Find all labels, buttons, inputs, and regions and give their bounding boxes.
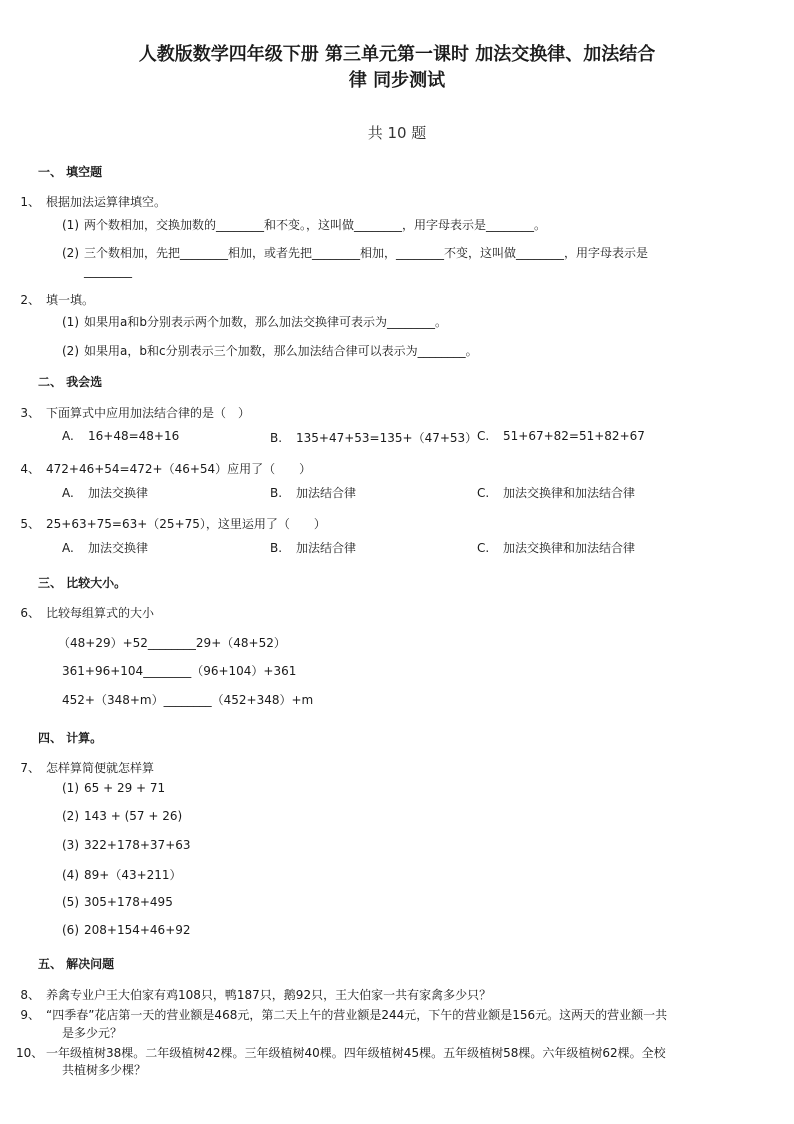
question-2 [16, 291, 94, 308]
option-label: A. [62, 486, 74, 500]
question-1-part-1 [62, 216, 546, 233]
question-text: 养禽专业户王大伯家有鸡108只，鸭187只，鹅92只，王大伯家一共有家禽多少只？ [46, 988, 492, 1002]
option-text: 加法交换律 [88, 486, 149, 500]
question-text-line-1: 一年级植树38棵。二年级植树42棵。三年级植树40棵。四年级植树45棵。五年级植树58棵。六年级植树62棵。全校 [46, 1046, 666, 1060]
part-text: 三个数相加，先把________相加，或者先把________相加，________不变，这叫做________，用字母表示是 [84, 246, 649, 260]
section-heading-compare: 三、 比较大小。 [38, 576, 127, 590]
option-text: 加法交换律和加法结合律 [503, 541, 636, 555]
section-heading-calculate: 四、 计算。 [38, 731, 103, 745]
calc-item-6 [62, 923, 191, 937]
question-2-part-2 [62, 342, 478, 359]
question-number: 1、 [20, 195, 40, 209]
section-heading-fill-blank: 一、 填空题 [38, 165, 103, 179]
part-label: (2) [62, 809, 79, 823]
option-a[interactable] [62, 539, 148, 556]
question-7 [16, 759, 154, 776]
option-b[interactable] [270, 539, 356, 556]
option-text: 加法结合律 [296, 541, 357, 555]
compare-row-3: 452+（348+m）________（452+348）+m [62, 693, 314, 707]
question-stem: 比较每组算式的大小 [46, 606, 155, 620]
question-number: 6、 [20, 606, 40, 620]
calc-item-3 [62, 838, 191, 852]
question-stem: 填一填。 [46, 293, 95, 307]
question-stem: 472+46+54=472+（46+54）应用了（ ） [46, 462, 312, 476]
calc-expression: 208+154+46+92 [84, 923, 191, 937]
option-a[interactable] [62, 484, 148, 501]
calc-item-2 [62, 809, 182, 823]
part-label: (4) [62, 868, 79, 882]
option-c[interactable] [477, 484, 635, 501]
calc-expression: 89+（43+211） [84, 868, 182, 882]
question-1-part-2 [62, 244, 648, 261]
part-label: (1) [62, 781, 79, 795]
section-heading-choice: 二、 我会选 [38, 375, 103, 389]
part-label: (2) [62, 344, 79, 358]
option-label: B. [270, 541, 283, 555]
compare-row-1: （48+29）+52________29+（48+52） [58, 636, 286, 650]
question-8 [16, 986, 491, 1003]
option-text: 加法交换律 [88, 541, 149, 555]
option-text: 51+67+82=51+82+67 [503, 429, 645, 443]
question-2-part-1 [62, 313, 447, 330]
question-text-line-1: “四季春”花店第一天的营业额是468元，第二天上午的营业额是244元，下午的营业额是156元。这两天的营业额一共 [46, 1008, 668, 1022]
option-b[interactable] [270, 429, 477, 446]
question-5 [16, 515, 326, 532]
calc-item-5 [62, 895, 173, 909]
calc-expression: 143 + (57 + 26) [84, 809, 183, 823]
part-label: (2) [62, 246, 79, 260]
calc-expression: 305+178+495 [84, 895, 173, 909]
question-number: 7、 [20, 761, 40, 775]
option-a[interactable] [62, 429, 179, 443]
calc-expression: 65 + 29 + 71 [84, 781, 166, 795]
option-label: C. [477, 486, 490, 500]
option-text: 加法交换律和加法结合律 [503, 486, 636, 500]
question-6 [16, 604, 154, 621]
option-text: 16+48=48+16 [88, 429, 180, 443]
question-number: 3、 [20, 406, 40, 420]
question-10-line-2: 共植树多少棵？ [62, 1063, 147, 1077]
question-number: 5、 [20, 517, 40, 531]
question-1 [16, 193, 166, 210]
question-count: 共 10 题 [367, 124, 427, 142]
part-label: (5) [62, 895, 79, 909]
option-label: C. [477, 429, 490, 443]
question-number: 8、 [20, 988, 40, 1002]
question-number: 4、 [20, 462, 40, 476]
part-label: (3) [62, 838, 79, 852]
option-text: 135+47+53=135+（47+53） [296, 431, 478, 445]
option-label: B. [270, 431, 283, 445]
question-stem: 25+63+75=63+（25+75），这里运用了（ ） [46, 517, 326, 531]
question-stem: 怎样算简便就怎样算 [46, 761, 155, 775]
option-label: B. [270, 486, 283, 500]
option-c[interactable] [477, 539, 635, 556]
part-label: (6) [62, 923, 79, 937]
question-stem: 根据加法运算律填空。 [46, 195, 167, 209]
question-9 [16, 1006, 667, 1023]
page-title-line1: 人教版数学四年级下册 第三单元第一课时 加法交换律、加法结合 [138, 44, 656, 65]
calc-item-1 [62, 781, 165, 795]
option-c[interactable] [477, 429, 645, 443]
part-text: 两个数相加，交换加数的________和不变。，这叫做________，用字母表示是________。 [84, 218, 547, 232]
question-4 [16, 460, 311, 477]
question-number: 10、 [16, 1046, 44, 1060]
compare-row-2: 361+96+104________（96+104）+361 [62, 664, 297, 678]
option-label: A. [62, 429, 74, 443]
part-text: 如果用a和b分别表示两个加数，那么加法交换律可表示为________。 [84, 315, 447, 329]
option-b[interactable] [270, 484, 356, 501]
calc-expression: 322+178+37+63 [84, 838, 191, 852]
question-9-line-2: 是多少元？ [62, 1026, 123, 1040]
page-title-line2: 律 同步测试 [348, 70, 446, 91]
part-label: (1) [62, 218, 79, 232]
question-3 [16, 404, 250, 421]
part-label: (1) [62, 315, 79, 329]
question-number: 9、 [20, 1008, 40, 1022]
question-stem: 下面算式中应用加法结合律的是（ ） [46, 406, 251, 420]
question-1-part-2-continued: ________ [84, 264, 132, 278]
question-number: 2、 [20, 293, 40, 307]
option-text: 加法结合律 [296, 486, 357, 500]
option-label: A. [62, 541, 74, 555]
option-label: C. [477, 541, 490, 555]
part-text: 如果用a，b和c分别表示三个加数，那么加法结合律可以表示为________。 [84, 344, 478, 358]
calc-item-4 [62, 866, 182, 883]
section-heading-word-problems: 五、 解决问题 [38, 957, 115, 971]
question-10 [16, 1044, 666, 1061]
